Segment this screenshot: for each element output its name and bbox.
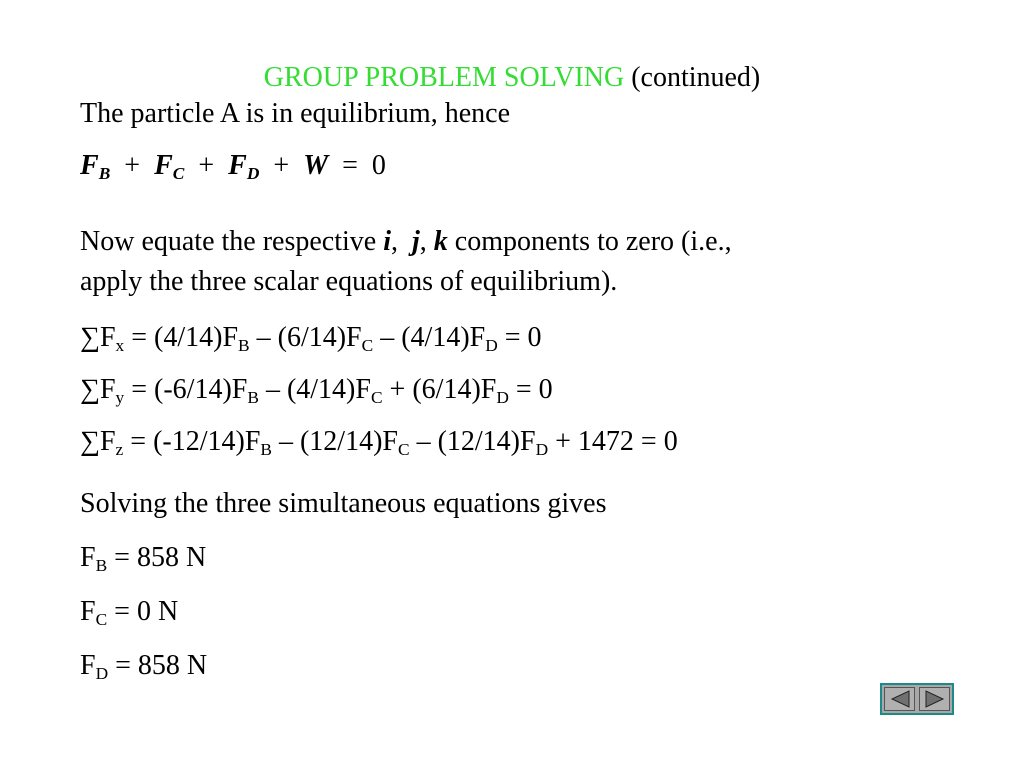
sub-x: x: [115, 336, 125, 356]
sub-2: C: [397, 440, 410, 460]
term-1: (-6/14)F: [154, 374, 248, 405]
unit-i: i: [383, 226, 391, 257]
op-1: –: [249, 322, 278, 353]
next-slide-button[interactable]: [919, 687, 950, 711]
intro-text: The particle A is in equilibrium, hence: [80, 98, 510, 129]
term-fc: F: [154, 150, 173, 181]
equals: =: [342, 150, 358, 181]
para-text-b: components to zero (i.e.,: [447, 226, 732, 257]
plus: +: [198, 150, 215, 181]
result-value: = 858 N: [107, 542, 207, 573]
eq-sign: =: [123, 426, 154, 457]
term-3: (6/14)F: [412, 374, 497, 405]
equation-z: [80, 426, 678, 458]
zero: 0: [371, 150, 386, 181]
term-2: (12/14)F: [299, 426, 398, 457]
equation-y: [80, 374, 553, 406]
result-fb: [80, 542, 206, 574]
term-fd: F: [228, 150, 247, 181]
eq-sign: =: [124, 322, 155, 353]
slide-title: [0, 62, 1024, 94]
sub-c: C: [172, 164, 185, 184]
previous-slide-button[interactable]: [884, 687, 915, 711]
sub-1: B: [247, 388, 259, 408]
sub-y: y: [115, 388, 125, 408]
paragraph-line-2: apply the three scalar equations of equilibrium).: [80, 266, 618, 297]
sub-2: C: [370, 388, 383, 408]
op-2: –: [373, 322, 402, 353]
result-f: F: [80, 542, 96, 573]
result-f: F: [80, 596, 96, 627]
sub-z: z: [115, 440, 124, 460]
plus: +: [124, 150, 141, 181]
result-sub: C: [95, 610, 108, 630]
title-suffix: (continued): [624, 62, 761, 93]
title-main: GROUP PROBLEM SOLVING: [263, 62, 625, 93]
result-fd: [80, 650, 207, 682]
sub-3: D: [485, 336, 498, 356]
unit-k: k: [433, 226, 448, 257]
result-f: F: [80, 650, 96, 681]
sub-2: C: [361, 336, 374, 356]
term-2: (4/14)F: [286, 374, 371, 405]
sub-d: D: [246, 164, 260, 184]
term-1: (-12/14)F: [153, 426, 261, 457]
term-1: (4/14)F: [154, 322, 239, 353]
result-sub: B: [95, 556, 108, 576]
eq-end: + 1472 = 0: [548, 426, 678, 457]
sub-b: B: [98, 164, 111, 184]
result-value: = 0 N: [107, 596, 179, 627]
sub-1: B: [260, 440, 272, 460]
eq-sign: =: [124, 374, 155, 405]
op-2: +: [382, 374, 413, 405]
result-fc: [80, 596, 178, 628]
op-1: –: [258, 374, 287, 405]
paragraph-line-1: [80, 226, 732, 258]
comma: ,: [419, 226, 427, 257]
op-1: –: [271, 426, 300, 457]
term-2: (6/14)F: [277, 322, 362, 353]
term-w: W: [303, 150, 329, 181]
eq-end: = 0: [497, 322, 542, 353]
op-2: –: [409, 426, 438, 457]
arrow-right-icon: [924, 689, 946, 709]
sum-f: ∑F: [80, 322, 116, 353]
sub-1: B: [238, 336, 250, 356]
para-text-a: Now equate the respective: [80, 226, 384, 257]
sub-3: D: [496, 388, 509, 408]
sum-f: ∑F: [80, 426, 116, 457]
equation-x: [80, 322, 542, 354]
comma: ,: [390, 226, 398, 257]
term-3: (4/14)F: [401, 322, 486, 353]
unit-j: j: [411, 226, 420, 257]
solving-text: Solving the three simultaneous equations gives: [80, 488, 607, 519]
result-value: = 858 N: [108, 650, 208, 681]
slide-navigation: [880, 683, 954, 715]
sum-f: ∑F: [80, 374, 116, 405]
term-3: (12/14)F: [437, 426, 536, 457]
result-sub: D: [95, 664, 109, 684]
term-fb: F: [80, 150, 99, 181]
eq-end: = 0: [508, 374, 553, 405]
sub-3: D: [535, 440, 549, 460]
arrow-left-icon: [889, 689, 911, 709]
plus: +: [273, 150, 290, 181]
vector-equation: [80, 150, 386, 182]
